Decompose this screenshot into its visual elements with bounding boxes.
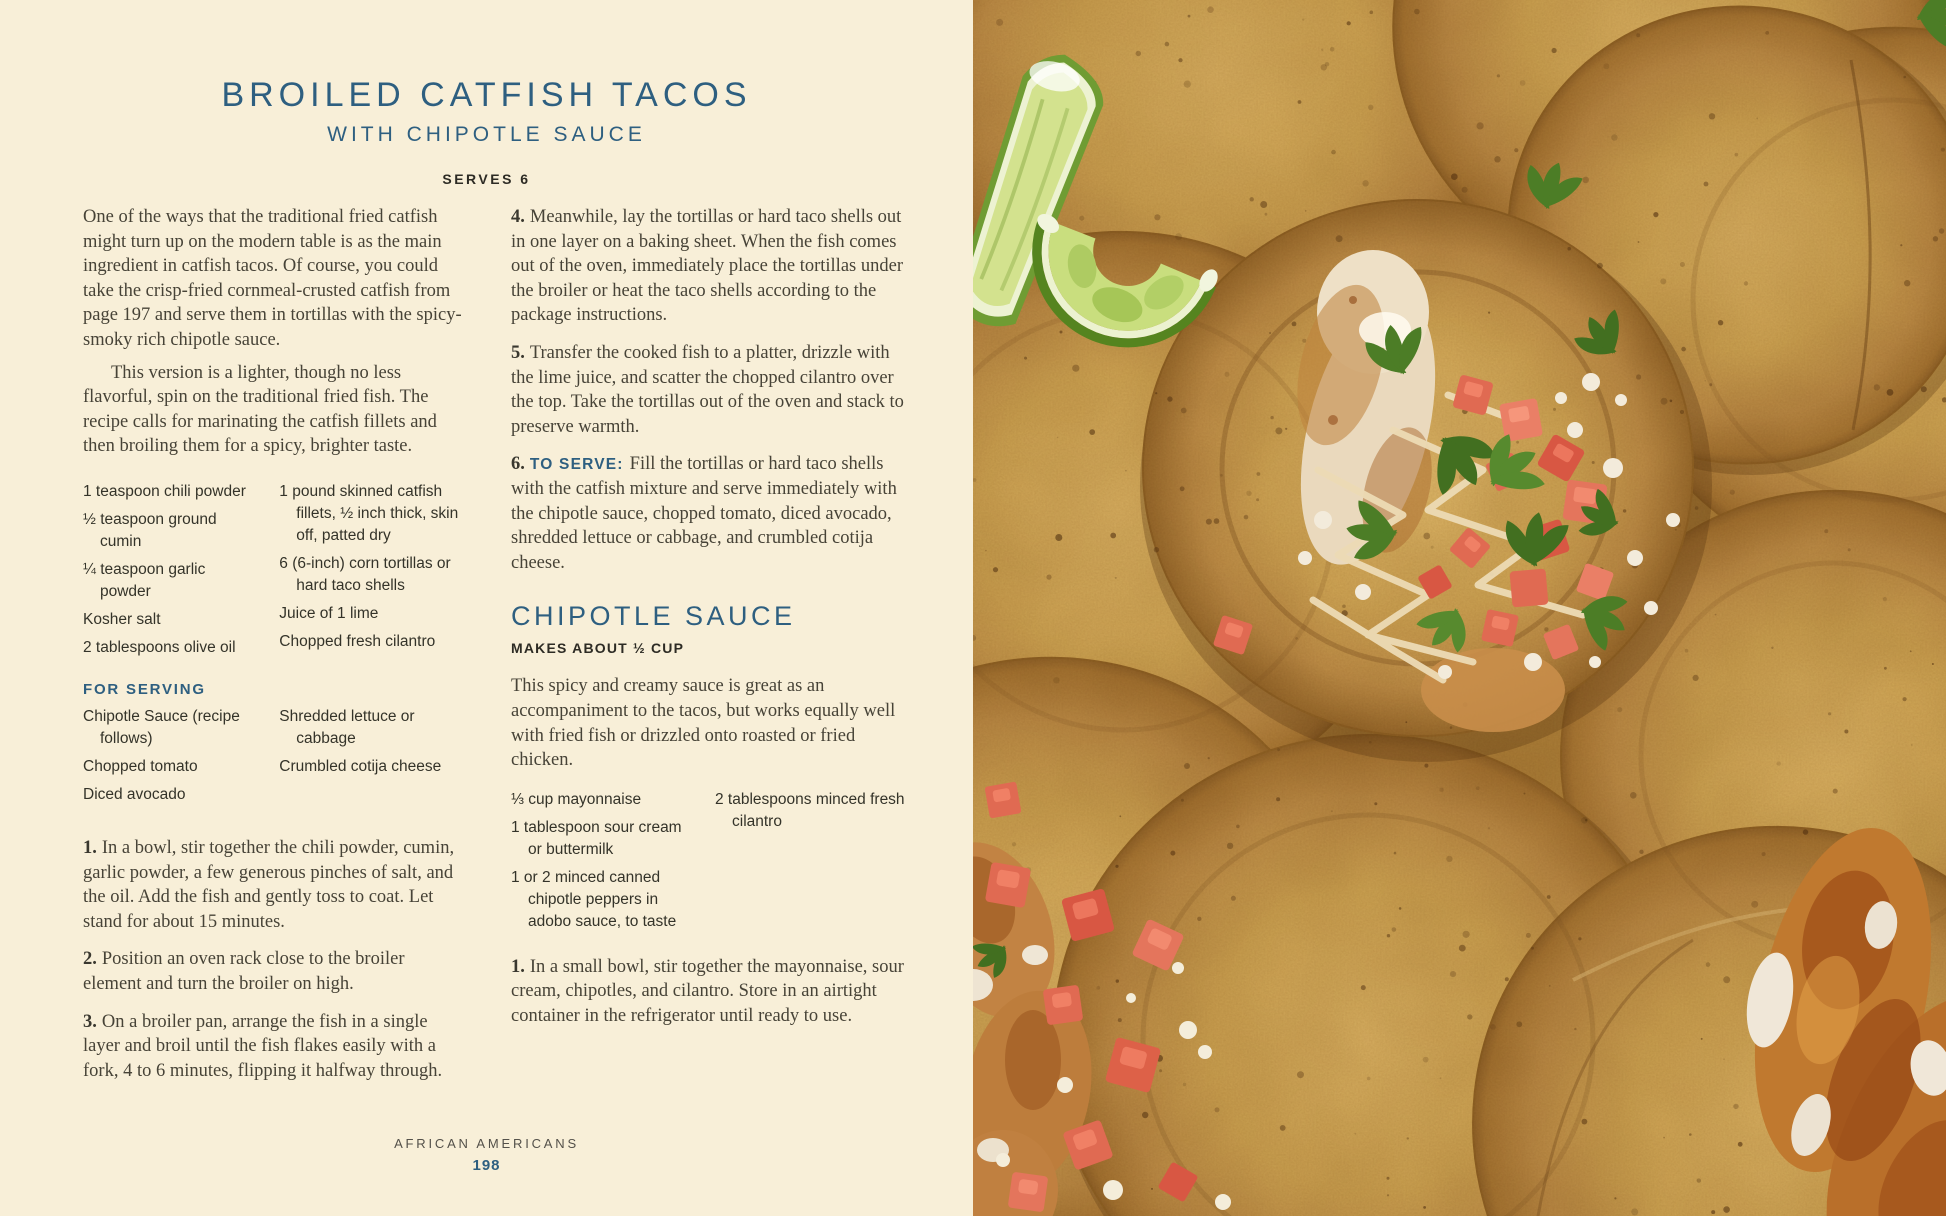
step-text: In a small bowl, stir together the mayonnaise, sour cream, chipotles, and cilantro. Store in an airtight container in the refrigerator until ready to use.: [511, 956, 904, 1026]
ingredient-item: Kosher salt: [83, 610, 161, 628]
recipe-step: [83, 947, 463, 996]
step-number: 1.: [511, 956, 525, 977]
recipe-header: [0, 76, 973, 187]
sub-recipe-steps: [511, 955, 913, 1029]
right-column: [511, 205, 913, 1096]
step-number: 1.: [83, 837, 97, 858]
serving-list-2: [279, 706, 463, 812]
step-number: 3.: [83, 1011, 97, 1032]
ingredient-list-2: [279, 481, 463, 665]
ingredient-item: 1 or 2 minced canned chipotle peppers in adobo sauce, to taste: [511, 868, 677, 930]
ingredient-lists: [83, 481, 463, 665]
step-number: 2.: [83, 949, 97, 970]
page-footer: [0, 1136, 973, 1174]
ingredient-item: ⅓ cup mayonnaise: [511, 790, 642, 808]
photo-page: [973, 0, 1946, 1216]
serving-item: Chopped tomato: [83, 757, 198, 775]
ingredient-list-1: [83, 481, 253, 665]
sub-recipe-intro: This spicy and creamy sauce is great as an accompaniment to the tacos, but works equally well with fried fish or drizzled onto roasted or fried chicken.: [511, 676, 896, 771]
steps-left: [83, 836, 463, 1083]
ingredient-item: 6 (6-inch) corn tortillas or hard taco shells: [279, 554, 451, 594]
step-text: On a broiler pan, arrange the fish in a single layer and broil until the fish flakes easily with a fork, 4 to 6 minutes, flipping it halfway through.: [83, 1011, 443, 1081]
recipe-step: [511, 452, 913, 575]
ingredient-item: Juice of 1 lime: [279, 604, 379, 622]
intro-paragraph-1: One of the ways that the traditional fried catfish might turn up on the modern table is as the main ingredient in catfish tacos. Of course, you could take the crisp-fried cornmeal-crusted catfish from page 197 and serve them in tortillas with the spicy-smoky rich chipotle sauce.: [83, 207, 462, 350]
sub-ingredient-list-2: [715, 789, 907, 939]
recipe-step: [83, 1010, 463, 1084]
step-number: 5.: [511, 342, 525, 363]
ingredient-item: 1 tablespoon sour cream or buttermilk: [511, 818, 682, 858]
serving-list-1: [83, 706, 253, 812]
step-text: Position an oven rack close to the broiler element and turn the broiler on high.: [83, 949, 405, 994]
page-number: 198: [472, 1157, 501, 1174]
recipe-subtitle: WITH CHIPOTLE SAUCE: [327, 123, 646, 146]
serving-item: Crumbled cotija cheese: [279, 757, 442, 775]
ingredient-item: ¼ teaspoon garlic powder: [83, 560, 206, 600]
step-number: 4.: [511, 207, 525, 227]
recipe-step: [511, 955, 913, 1029]
step-text: Transfer the cooked fish to a platter, drizzle with the lime juice, and scatter the chopped cilantro over the top. Take the tortillas out of the oven and stack to preserve warmth.: [511, 342, 904, 437]
left-column: [83, 205, 463, 1096]
intro-paragraph-2: This version is a lighter, though no less flavorful, spin on the traditional fried fish. The recipe calls for marinating the catfish fillets and then broiling them for a spicy, brighter taste.: [83, 362, 437, 457]
serving-lists: [83, 706, 463, 812]
serving-item: Chipotle Sauce (recipe follows): [83, 707, 240, 747]
ingredient-item: 2 tablespoons olive oil: [83, 638, 236, 656]
for-serving-heading: FOR SERVING: [83, 680, 206, 698]
ingredient-item: 1 pound skinned catfish fillets, ½ inch thick, skin off, patted dry: [279, 482, 459, 544]
recipe-columns: [83, 205, 913, 1096]
recipe-step: [83, 836, 463, 934]
sub-recipe-ingredient-lists: [511, 789, 913, 939]
step-text: Fill the tortillas or hard taco shells with the catfish mixture and serve immediately with the chipotle sauce, chopped tomato, diced avocado, shredded lettuce or cabbage, and crumbled cotija cheese.: [511, 454, 897, 573]
step-number: 6.: [511, 454, 525, 475]
food-photo: [973, 0, 1946, 1216]
serving-item: Shredded lettuce or cabbage: [279, 707, 415, 747]
serving-item: Diced avocado: [83, 785, 186, 803]
sub-ingredient-list-1: [511, 789, 689, 939]
ingredient-item: Chopped fresh cilantro: [279, 632, 436, 650]
recipe-step: [511, 205, 913, 328]
ingredient-item: ½ teaspoon ground cumin: [83, 510, 217, 550]
ingredient-item: 1 teaspoon chili powder: [83, 482, 246, 500]
ingredient-item: 2 tablespoons minced fresh cilantro: [715, 790, 905, 830]
serves-label: SERVES 6: [442, 171, 531, 187]
sub-recipe-yield: MAKES ABOUT ½ CUP: [511, 640, 685, 657]
recipe-title: BROILED CATFISH TACOS: [221, 76, 752, 114]
step-text: In a bowl, stir together the chili powder, cumin, garlic powder, a few generous pinches of salt, and the oil. Add the fish and gently toss to coat. Let stand for about 15 minutes.: [83, 837, 455, 932]
sub-recipe-title: CHIPOTLE SAUCE: [511, 601, 796, 632]
step-text: Meanwhile, lay the tortillas or hard taco shells out in one layer on a baking sheet. When the fish comes out of the oven, immediately place the tortillas under the broiler or heat the taco shells according to the package instructions.: [511, 207, 903, 326]
step-lead: TO SERVE:: [529, 456, 624, 474]
chapter-label: AFRICAN AMERICANS: [394, 1136, 579, 1151]
recipe-step: [511, 341, 913, 439]
steps-right: [511, 205, 913, 575]
